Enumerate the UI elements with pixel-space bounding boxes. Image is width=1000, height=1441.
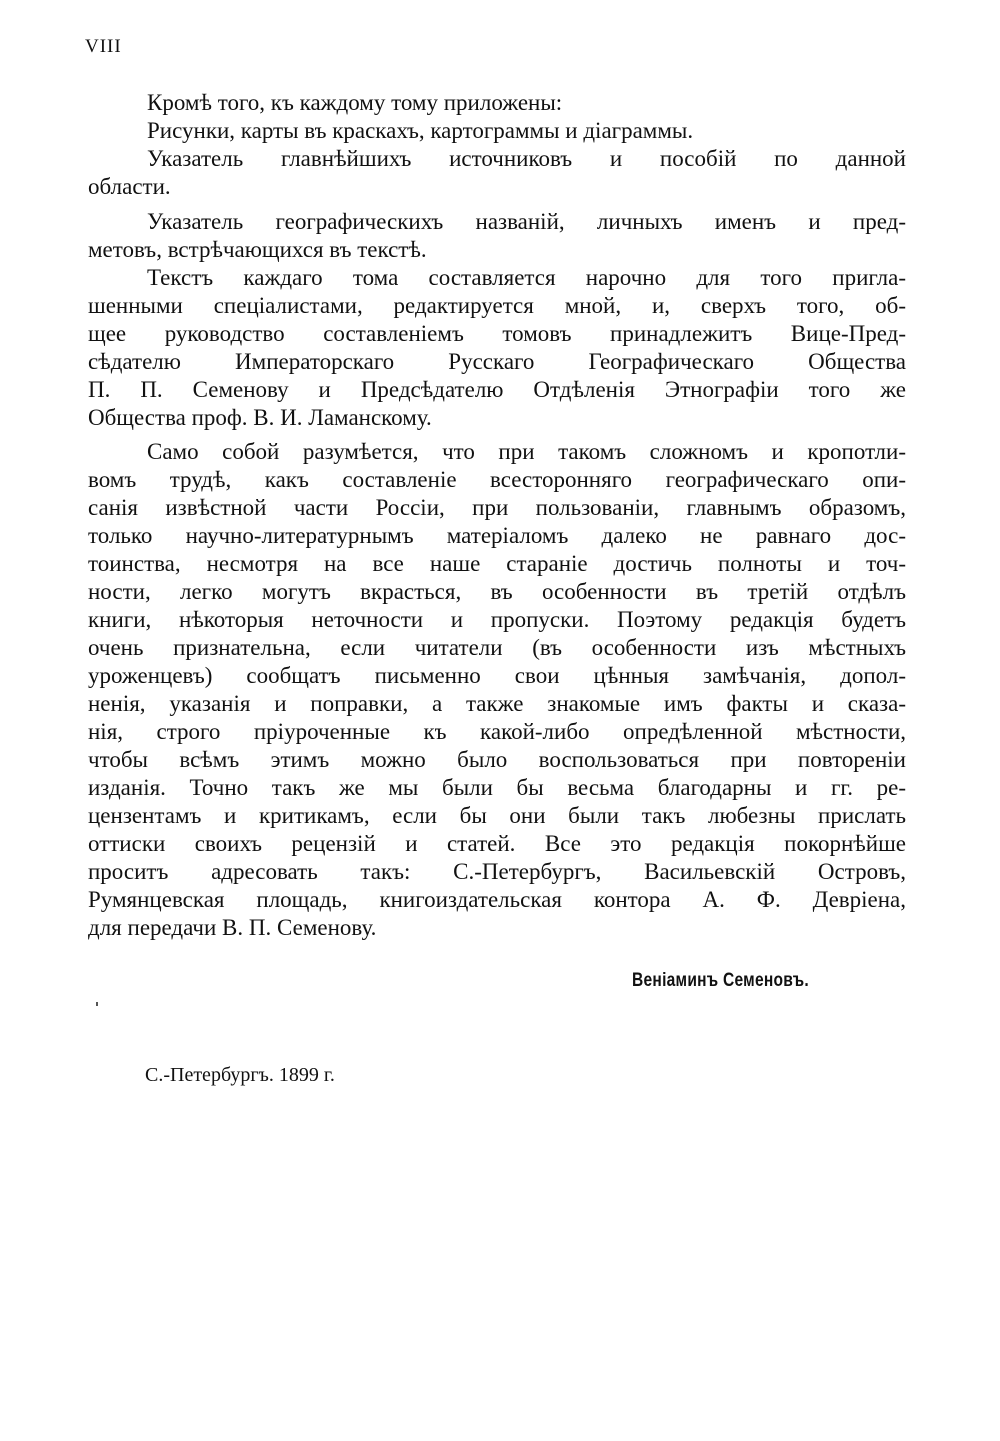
text-line: книги, нѣкоторыя неточности и пропуски. Поэтому редакція будетъ [88,607,906,632]
text-line: Указатель географическихъ названій, личныхъ именъ и пред- [147,209,906,234]
text-line: изданія. Точно такъ же мы были бы весьма благодарны и гг. ре- [88,775,906,800]
place-date: С.-Петербургъ. 1899 г. [145,1064,335,1086]
text-line: только научно-литературнымъ матеріаломъ далеко не равнаго дос- [88,523,906,548]
text-line: для передачи В. П. Семенову. [88,915,377,940]
text-line: Текстъ каждаго тома составляется нарочно для того пригла- [147,265,906,290]
text-line: ности, легко могутъ вкрасться, въ особенности въ третій отдѣлъ [88,579,906,604]
text-line: цензентамъ и критикамъ, если бы они были такъ любезны прислать [88,803,906,828]
text-line: очень признательна, если читатели (въ особенности изъ мѣстныхъ [88,635,906,660]
text-line: оттиски своихъ рецензій и статей. Все это редакція покорнѣйше [88,831,906,856]
text-line: Общества проф. В. И. Ламанскому. [88,405,432,430]
text-line: уроженцевъ) сообщатъ письменно свои цѣнныя замѣчанія, допол- [88,663,906,688]
text-line: санія извѣстной части Россіи, при пользованіи, главнымъ образомъ, [88,495,906,520]
text-line: шенными спеціалистами, редактируется мной, и, сверхъ того, об- [88,293,906,318]
text-line: щее руководство составленіемъ томовъ принадлежитъ Вице-Пред- [88,321,906,346]
text-line: Указатель главнѣйшихъ источниковъ и пособій по данной [147,146,906,171]
text-line: вомъ трудѣ, какъ составленіе всесторонняго географическаго опи- [88,467,906,492]
text-line: проситъ адресовать такъ: С.-Петербургъ, Васильевскій Островъ, [88,859,906,884]
text-line: тоинства, несмотря на все наше стараніе достичь полноты и точ- [88,551,906,576]
text-line: нія, строго пріуроченные къ какой-либо опредѣленной мѣстности, [88,719,906,744]
page-number: VIII [85,36,122,57]
text-line: Рисунки, карты въ краскахъ, картограммы и діаграммы. [147,118,694,143]
text-line: П. П. Семенову и Предсѣдателю Отдѣленія Этнографіи того же [88,377,906,402]
text-line: Кромѣ того, къ каждому тому приложены: [147,90,563,115]
text-line: ненія, указанія и поправки, а также знакомые имъ факты и сказа- [88,691,906,716]
text-line: области. [88,174,171,199]
text-line: Румянцевская площадь, книгоиздательская контора А. Ф. Девріена, [88,887,906,912]
text-line: сѣдателю Императорскаго Русскаго Географическаго Общества [88,349,906,374]
text-line: чтобы всѣмъ этимъ можно было воспользоваться при повтореніи [88,747,906,772]
text-line: Само собой разумѣется, что при такомъ сложномъ и кропотли- [147,439,906,464]
author-signature: Веніаминъ Семеновъ. [632,970,809,991]
text-line: метовъ, встрѣчающихся въ текстѣ. [88,237,427,262]
print-speck [96,1002,98,1006]
